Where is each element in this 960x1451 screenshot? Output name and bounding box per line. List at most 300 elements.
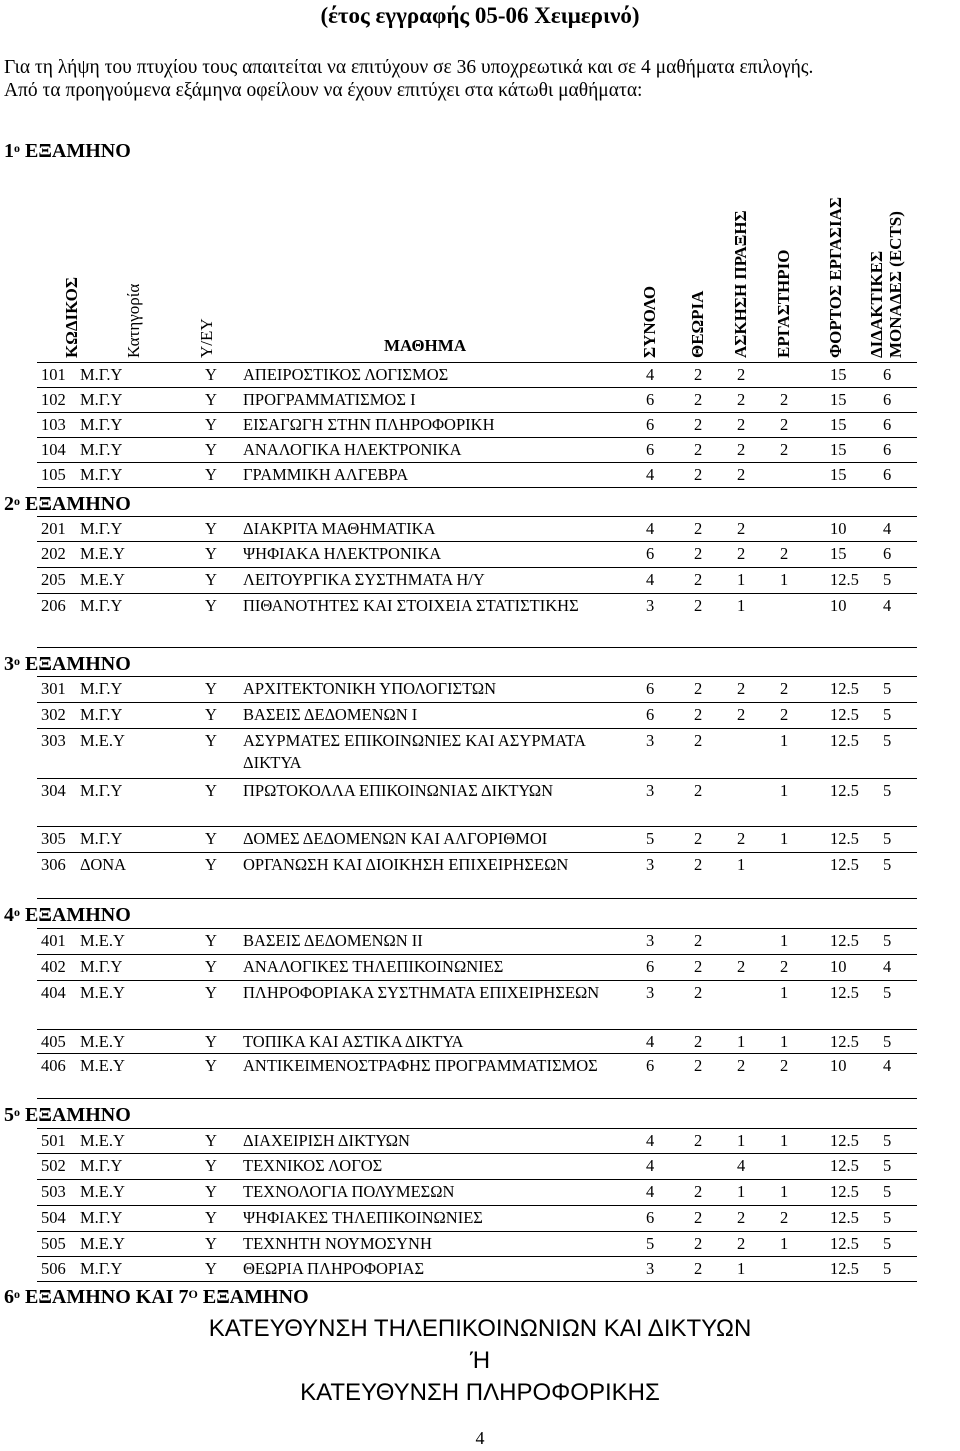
cell-ects: 5 — [883, 1032, 892, 1051]
cell-lab: 1 — [780, 1131, 789, 1150]
cell-practice: 2 — [737, 415, 746, 434]
row-divider — [37, 1153, 917, 1154]
header-category: Κατηγορία — [124, 283, 143, 358]
cell-lab: 1 — [780, 931, 789, 950]
table-row — [0, 1181, 960, 1205]
row-divider — [37, 437, 917, 438]
cell-total: 6 — [646, 415, 655, 434]
table-row — [0, 414, 960, 438]
cell-load: 12.5 — [830, 1156, 859, 1175]
cell-cat: Μ.Γ.Υ — [80, 1208, 123, 1227]
cell-lab: 1 — [780, 1032, 789, 1051]
cell-ye: Υ — [205, 1032, 217, 1051]
header-theory: ΘΕΩΡΙΑ — [688, 290, 707, 358]
cell-lab: 2 — [780, 544, 789, 563]
cell-load: 12.5 — [830, 705, 859, 724]
cell-practice: 1 — [737, 855, 746, 874]
cell-ects: 5 — [883, 931, 892, 950]
intro-line-1: Για τη λήψη του πτυχίου τους απαιτείται να επιτύχουν σε 36 υποχρεωτικά και σε 4 μαθήματα επιλογής. — [4, 57, 814, 78]
header-course: ΜΑΘΗΜΑ — [384, 336, 467, 355]
cell-name: ΑΣΥΡΜΑΤΕΣ ΕΠΙΚΟΙΝΩΝΙΕΣ ΚΑΙ ΑΣΥΡΜΑΤΑ ΔΙΚΤΥΑ — [243, 731, 586, 772]
cell-theory: 2 — [694, 957, 703, 976]
table-row — [0, 1155, 960, 1179]
cell-practice: 2 — [737, 705, 746, 724]
cell-ects: 6 — [883, 415, 892, 434]
row-divider — [37, 1179, 917, 1180]
table-row — [0, 595, 960, 643]
cell-code: 101 — [41, 365, 66, 384]
cell-ye: Υ — [205, 1259, 217, 1278]
cell-cat: Μ.Ε.Υ — [80, 731, 125, 750]
cell-code: 103 — [41, 415, 66, 434]
cell-name: ΠΙΘΑΝΟΤΗΤΕΣ ΚΑΙ ΣΤΟΙΧΕΙΑ ΣΤΑΤΙΣΤΙΚΗΣ — [243, 596, 579, 615]
cell-theory: 2 — [694, 1234, 703, 1253]
cell-theory: 2 — [694, 931, 703, 950]
cell-practice: 2 — [737, 1234, 746, 1253]
cell-cat: ΔΟΝΑ — [80, 855, 127, 874]
cell-load: 12.5 — [830, 855, 859, 874]
cell-load: 12.5 — [830, 731, 859, 750]
cell-name: ΤΕΧΝΗΤΗ ΝΟΥΜΟΣΥΝΗ — [243, 1234, 432, 1253]
cell-theory: 2 — [694, 415, 703, 434]
cell-ye: Υ — [205, 365, 217, 384]
cell-practice: 2 — [737, 829, 746, 848]
cell-ects: 4 — [883, 957, 892, 976]
cell-ects: 5 — [883, 705, 892, 724]
cell-ye: Υ — [205, 519, 217, 538]
page-title: (έτος εγγραφής 05-06 Χειμερινό) — [320, 3, 640, 28]
row-divider — [37, 826, 917, 827]
cell-total: 6 — [646, 1056, 655, 1075]
cell-theory: 2 — [694, 570, 703, 589]
cell-total: 3 — [646, 731, 655, 750]
cell-ye: Υ — [205, 679, 217, 698]
header-ects-2: ΜΟΝΑΔΕΣ (ECTS) — [886, 211, 905, 358]
cell-cat: Μ.Γ.Υ — [80, 596, 123, 615]
cell-cat: Μ.Γ.Υ — [80, 365, 123, 384]
row-divider — [37, 1205, 917, 1206]
cell-load: 12.5 — [830, 931, 859, 950]
cell-load: 12.5 — [830, 983, 859, 1002]
direction-or: Ή — [469, 1347, 491, 1374]
cell-theory: 2 — [694, 1056, 703, 1075]
cell-ye: Υ — [205, 390, 217, 409]
cell-name: ΔΙΑΚΡΙΤΑ ΜΑΘΗΜΑΤΙΚΑ — [243, 519, 436, 538]
cell-load: 12.5 — [830, 781, 859, 800]
cell-name: ΔΙΑΧΕΙΡΙΣΗ ΔΙΚΤΥΩΝ — [243, 1131, 410, 1150]
row-divider — [37, 412, 917, 413]
cell-code: 301 — [41, 679, 66, 698]
cell-practice: 1 — [737, 596, 746, 615]
cell-total: 6 — [646, 544, 655, 563]
table-row — [0, 543, 960, 567]
cell-cat: Μ.Γ.Υ — [80, 781, 123, 800]
cell-load: 12.5 — [830, 1208, 859, 1227]
table-row — [0, 1130, 960, 1154]
cell-lab: 2 — [780, 1056, 789, 1075]
cell-theory: 2 — [694, 829, 703, 848]
cell-cat: Μ.Ε.Υ — [80, 931, 125, 950]
cell-total: 3 — [646, 855, 655, 874]
cell-cat: Μ.Γ.Υ — [80, 519, 123, 538]
cell-code: 303 — [41, 731, 66, 750]
cell-ects: 4 — [883, 1056, 892, 1075]
cell-name: ΘΕΩΡΙΑ ΠΛΗΡΟΦΟΡΙΑΣ — [243, 1259, 425, 1278]
cell-ye: Υ — [205, 1208, 217, 1227]
cell-ects: 5 — [883, 731, 892, 750]
direction-telecom: ΚΑΤΕΥΘΥΝΣΗ ΤΗΛΕΠΙΚΟΙΝΩΝΙΩΝ ΚΑΙ ΔΙΚΤΥΩΝ — [208, 1315, 752, 1342]
cell-load: 15 — [830, 440, 847, 459]
cell-code: 104 — [41, 440, 66, 459]
cell-name: ΕΙΣΑΓΩΓΗ ΣΤΗΝ ΠΛΗΡΟΦΟΡΙΚΗ — [243, 415, 495, 434]
cell-practice: 2 — [737, 1208, 746, 1227]
cell-ects: 5 — [883, 983, 892, 1002]
table-row — [0, 854, 960, 902]
cell-theory: 2 — [694, 1131, 703, 1150]
cell-name: ΒΑΣΕΙΣ ΔΕΔΟΜΕΝΩΝ ΙΙ — [243, 931, 423, 950]
cell-code: 501 — [41, 1131, 66, 1150]
cell-ye: Υ — [205, 440, 217, 459]
cell-ye: Υ — [205, 957, 217, 976]
header-lab: ΕΡΓΑΣΤΗΡΙΟ — [774, 249, 793, 358]
cell-lab: 2 — [780, 415, 789, 434]
cell-name: ΔΟΜΕΣ ΔΕΔΟΜΕΝΩΝ ΚΑΙ ΑΛΓΟΡΙΘΜΟΙ — [243, 829, 548, 848]
cell-code: 304 — [41, 781, 66, 800]
cell-load: 12.5 — [830, 1032, 859, 1051]
cell-name: ΓΡΑΜΜΙΚΗ ΑΛΓΕΒΡΑ — [243, 465, 409, 484]
table-row — [0, 364, 960, 388]
cell-cat: Μ.Ε.Υ — [80, 1056, 125, 1075]
block-end-divider — [37, 1098, 917, 1099]
cell-load: 12.5 — [830, 1182, 859, 1201]
cell-name: ΨΗΦΙΑΚΑ ΗΛΕΚΤΡΟΝΙΚΑ — [243, 544, 442, 563]
block-end-divider — [37, 647, 917, 648]
cell-load: 15 — [830, 465, 847, 484]
cell-practice: 2 — [737, 390, 746, 409]
cell-ye: Υ — [205, 855, 217, 874]
cell-ye: Υ — [205, 570, 217, 589]
cell-total: 4 — [646, 570, 655, 589]
row-divider — [37, 980, 917, 981]
row-divider — [37, 541, 917, 542]
cell-lab: 2 — [780, 705, 789, 724]
cell-code: 205 — [41, 570, 66, 589]
table-row — [0, 730, 960, 778]
cell-theory: 2 — [694, 596, 703, 615]
table-row — [0, 828, 960, 852]
cell-lab: 2 — [780, 1208, 789, 1227]
block-end-divider — [37, 898, 917, 899]
cell-ects: 5 — [883, 679, 892, 698]
cell-ye: Υ — [205, 1131, 217, 1150]
table-row — [0, 1258, 960, 1282]
cell-code: 102 — [41, 390, 66, 409]
cell-code: 206 — [41, 596, 66, 615]
semester-heading-2: $2^o$ ΕΞΑΜΗΝΟ — [4, 493, 131, 515]
cell-practice: 1 — [737, 1259, 746, 1278]
cell-ye: Υ — [205, 1056, 217, 1075]
cell-ects: 5 — [883, 1208, 892, 1227]
cell-ye: Υ — [205, 829, 217, 848]
cell-theory: 2 — [694, 781, 703, 800]
cell-ye: Υ — [205, 596, 217, 615]
table-row — [0, 1031, 960, 1055]
cell-cat: Μ.Ε.Υ — [80, 1032, 125, 1051]
cell-lab: 2 — [780, 679, 789, 698]
cell-name: ΛΕΙΤΟΥΡΓΙΚΑ ΣΥΣΤΗΜΑΤΑ Η/Υ — [243, 570, 485, 589]
table-row — [0, 389, 960, 413]
table-row — [0, 569, 960, 593]
cell-name: ΑΝΑΛΟΓΙΚΕΣ ΤΗΛΕΠΙΚΟΙΝΩΝΙΕΣ — [243, 957, 504, 976]
cell-theory: 2 — [694, 1032, 703, 1051]
cell-lab: 2 — [780, 957, 789, 976]
cell-theory: 2 — [694, 1182, 703, 1201]
semester-heading-4: $4^o$ ΕΞΑΜΗΝΟ — [4, 904, 131, 926]
cell-ects: 6 — [883, 390, 892, 409]
cell-name: ΤΕΧΝΟΛΟΓΙΑ ΠΟΛΥΜΕΣΩΝ — [243, 1182, 455, 1201]
row-divider — [37, 728, 917, 729]
cell-cat: Μ.Ε.Υ — [80, 570, 125, 589]
cell-cat: Μ.Ε.Υ — [80, 983, 125, 1002]
cell-total: 3 — [646, 983, 655, 1002]
cell-total: 3 — [646, 1259, 655, 1278]
cell-ye: Υ — [205, 705, 217, 724]
cell-total: 6 — [646, 679, 655, 698]
cell-practice: 2 — [737, 957, 746, 976]
cell-code: 504 — [41, 1208, 66, 1227]
cell-total: 6 — [646, 705, 655, 724]
cell-name: ΠΛΗΡΟΦΟΡΙΑΚΑ ΣΥΣΤΗΜΑΤΑ ΕΠΙΧΕΙΡΗΣΕΩΝ — [243, 983, 600, 1002]
cell-practice: 2 — [737, 544, 746, 563]
cell-theory: 2 — [694, 390, 703, 409]
cell-load: 15 — [830, 415, 847, 434]
cell-ye: Υ — [205, 983, 217, 1002]
cell-name: ΠΡΩΤΟΚΟΛΛΑ ΕΠΙΚΟΙΝΩΝΙΑΣ ΔΙΚΤΥΩΝ — [243, 781, 554, 800]
cell-theory: 2 — [694, 983, 703, 1002]
cell-ye: Υ — [205, 931, 217, 950]
cell-code: 406 — [41, 1056, 66, 1075]
cell-lab: 1 — [780, 570, 789, 589]
cell-practice: 2 — [737, 679, 746, 698]
table-row — [0, 704, 960, 728]
cell-total: 6 — [646, 957, 655, 976]
cell-ye: Υ — [205, 731, 217, 750]
cell-cat: Μ.Γ.Υ — [80, 440, 123, 459]
row-divider — [37, 852, 917, 853]
cell-practice: 2 — [737, 465, 746, 484]
header-ye: Υ/ΕΥ — [197, 318, 216, 358]
table-row — [0, 1055, 960, 1103]
cell-ye: Υ — [205, 781, 217, 800]
cell-theory: 2 — [694, 705, 703, 724]
cell-name: ΟΡΓΑΝΩΣΗ ΚΑΙ ΔΙΟΙΚΗΣΗ ΕΠΙΧΕΙΡΗΣΕΩΝ — [243, 855, 569, 874]
intro-line-2: Από τα προηγούμενα εξάμηνα οφείλουν να έχουν επιτύχει στα κάτωθι μαθήματα: — [4, 80, 643, 101]
cell-ects: 5 — [883, 1234, 892, 1253]
row-divider — [37, 676, 917, 677]
cell-lab: 1 — [780, 781, 789, 800]
row-divider — [37, 567, 917, 568]
cell-lab: 1 — [780, 983, 789, 1002]
header-practice: ΑΣΚΗΣΗ ΠΡΑΞΗΣ — [731, 210, 750, 358]
semester-heading-6-7: $6^o$ ΕΞΑΜΗΝΟ ΚΑΙ $7^O$ ΕΞΑΜΗΝΟ — [4, 1286, 309, 1308]
cell-ye: Υ — [205, 415, 217, 434]
cell-ye: Υ — [205, 1156, 217, 1175]
cell-total: 4 — [646, 1131, 655, 1150]
table-row — [0, 930, 960, 954]
cell-load: 10 — [830, 519, 847, 538]
cell-code: 402 — [41, 957, 66, 976]
cell-load: 12.5 — [830, 829, 859, 848]
table-row — [0, 780, 960, 828]
cell-total: 6 — [646, 440, 655, 459]
cell-lab: 2 — [780, 440, 789, 459]
row-divider — [37, 1029, 917, 1030]
cell-ye: Υ — [205, 544, 217, 563]
cell-ects: 6 — [883, 365, 892, 384]
table-row — [0, 439, 960, 463]
row-divider — [37, 1053, 917, 1054]
cell-name: ΠΡΟΓΡΑΜΜΑΤΙΣΜΟΣ Ι — [243, 390, 416, 409]
cell-cat: Μ.Ε.Υ — [80, 1234, 125, 1253]
row-divider — [37, 387, 917, 388]
cell-ye: Υ — [205, 1182, 217, 1201]
cell-name: ΑΠΕΙΡΟΣΤΙΚΟΣ ΛΟΓΙΣΜΟΣ — [243, 365, 449, 384]
cell-total: 3 — [646, 596, 655, 615]
cell-ects: 5 — [883, 829, 892, 848]
cell-code: 105 — [41, 465, 66, 484]
cell-name: ΤΟΠΙΚΑ ΚΑΙ ΑΣΤΙΚΑ ΔΙΚΤΥΑ — [243, 1032, 464, 1051]
cell-practice: 2 — [737, 519, 746, 538]
intro-text — [4, 56, 944, 102]
cell-theory: 2 — [694, 1208, 703, 1227]
cell-code: 503 — [41, 1182, 66, 1201]
row-divider — [37, 462, 917, 463]
cell-code: 306 — [41, 855, 66, 874]
row-divider — [37, 778, 917, 779]
cell-total: 5 — [646, 1234, 655, 1253]
cell-total: 3 — [646, 781, 655, 800]
cell-practice: 1 — [737, 1182, 746, 1201]
cell-cat: Μ.Γ.Υ — [80, 829, 123, 848]
row-divider — [37, 954, 917, 955]
cell-theory: 2 — [694, 465, 703, 484]
cell-practice: 4 — [737, 1156, 746, 1175]
cell-cat: Μ.Ε.Υ — [80, 1182, 125, 1201]
header-load: ΦΟΡΤΟΣ ΕΡΓΑΣΙΑΣ — [826, 196, 845, 358]
cell-cat: Μ.Γ.Υ — [80, 465, 123, 484]
cell-ye: Υ — [205, 1234, 217, 1253]
cell-practice: 1 — [737, 1131, 746, 1150]
cell-load: 12.5 — [830, 1259, 859, 1278]
cell-total: 4 — [646, 519, 655, 538]
cell-total: 4 — [646, 1032, 655, 1051]
cell-ects: 5 — [883, 1156, 892, 1175]
table-row — [0, 678, 960, 702]
cell-lab: 1 — [780, 829, 789, 848]
cell-practice: 1 — [737, 1032, 746, 1051]
cell-cat: Μ.Ε.Υ — [80, 544, 125, 563]
cell-cat: Μ.Γ.Υ — [80, 390, 123, 409]
cell-theory: 2 — [694, 1259, 703, 1278]
cell-code: 502 — [41, 1156, 66, 1175]
row-divider — [37, 928, 917, 929]
header-total: ΣΥΝΟΛΟ — [640, 285, 659, 358]
table-row — [0, 464, 960, 488]
cell-cat: Μ.Γ.Υ — [80, 957, 123, 976]
cell-code: 506 — [41, 1259, 66, 1278]
direction-informatics: ΚΑΤΕΥΘΥΝΣΗ ΠΛΗΡΟΦΟΡΙΚΗΣ — [300, 1379, 660, 1406]
cell-total: 6 — [646, 390, 655, 409]
cell-theory: 2 — [694, 440, 703, 459]
semester-heading-5: $5^o$ ΕΞΑΜΗΝΟ — [4, 1104, 131, 1126]
cell-lab: 1 — [780, 731, 789, 750]
cell-total: 5 — [646, 829, 655, 848]
cell-load: 12.5 — [830, 679, 859, 698]
cell-ye: Υ — [205, 465, 217, 484]
cell-theory: 2 — [694, 679, 703, 698]
cell-code: 201 — [41, 519, 66, 538]
cell-ects: 4 — [883, 596, 892, 615]
cell-total: 4 — [646, 465, 655, 484]
cell-name: ΑΡΧΙΤΕΚΤΟΝΙΚΗ ΥΠΟΛΟΓΙΣΤΩΝ — [243, 679, 497, 698]
table-row — [0, 1233, 960, 1257]
row-divider — [37, 1128, 917, 1129]
cell-total: 4 — [646, 1182, 655, 1201]
cell-theory: 2 — [694, 855, 703, 874]
semester-heading-3: $3^o$ ΕΞΑΜΗΝΟ — [4, 653, 131, 675]
cell-name: ΑΝΑΛΟΓΙΚΑ ΗΛΕΚΤΡΟΝΙΚΑ — [243, 440, 462, 459]
row-divider — [37, 362, 917, 363]
cell-load: 12.5 — [830, 1131, 859, 1150]
cell-name: ΒΑΣΕΙΣ ΔΕΔΟΜΕΝΩΝ Ι — [243, 705, 418, 724]
cell-load: 10 — [830, 957, 847, 976]
cell-total: 4 — [646, 365, 655, 384]
cell-code: 404 — [41, 983, 66, 1002]
cell-theory: 2 — [694, 519, 703, 538]
cell-theory: 2 — [694, 544, 703, 563]
row-divider — [37, 516, 917, 517]
row-divider — [37, 1256, 917, 1257]
table-row — [0, 982, 960, 1030]
cell-code: 405 — [41, 1032, 66, 1051]
row-divider — [37, 702, 917, 703]
cell-code: 505 — [41, 1234, 66, 1253]
cell-ects: 5 — [883, 570, 892, 589]
cell-code: 202 — [41, 544, 66, 563]
table-header — [0, 160, 960, 360]
table-row — [0, 956, 960, 980]
cell-ects: 4 — [883, 519, 892, 538]
cell-load: 12.5 — [830, 570, 859, 589]
cell-code: 302 — [41, 705, 66, 724]
cell-total: 6 — [646, 1208, 655, 1227]
cell-cat: Μ.Γ.Υ — [80, 415, 123, 434]
header-ects-1: ΔΙΔΑΚΤΙΚΕΣ — [867, 250, 886, 358]
cell-practice: 2 — [737, 440, 746, 459]
cell-theory: 2 — [694, 731, 703, 750]
cell-lab: 1 — [780, 1182, 789, 1201]
cell-total: 3 — [646, 931, 655, 950]
cell-ects: 6 — [883, 440, 892, 459]
cell-name: ΑΝΤΙΚΕΙΜΕΝΟΣΤΡΑΦΗΣ ΠΡΟΓΡΑΜΜΑΤΙΣΜΟΣ — [243, 1056, 598, 1075]
cell-name: ΨΗΦΙΑΚΕΣ ΤΗΛΕΠΙΚΟΙΝΩΝΙΕΣ — [243, 1208, 483, 1227]
cell-practice: 2 — [737, 365, 746, 384]
cell-code: 305 — [41, 829, 66, 848]
cell-cat: Μ.Γ.Υ — [80, 1259, 123, 1278]
page-number: 4 — [475, 1428, 485, 1448]
cell-load: 15 — [830, 365, 847, 384]
row-divider — [37, 593, 917, 594]
